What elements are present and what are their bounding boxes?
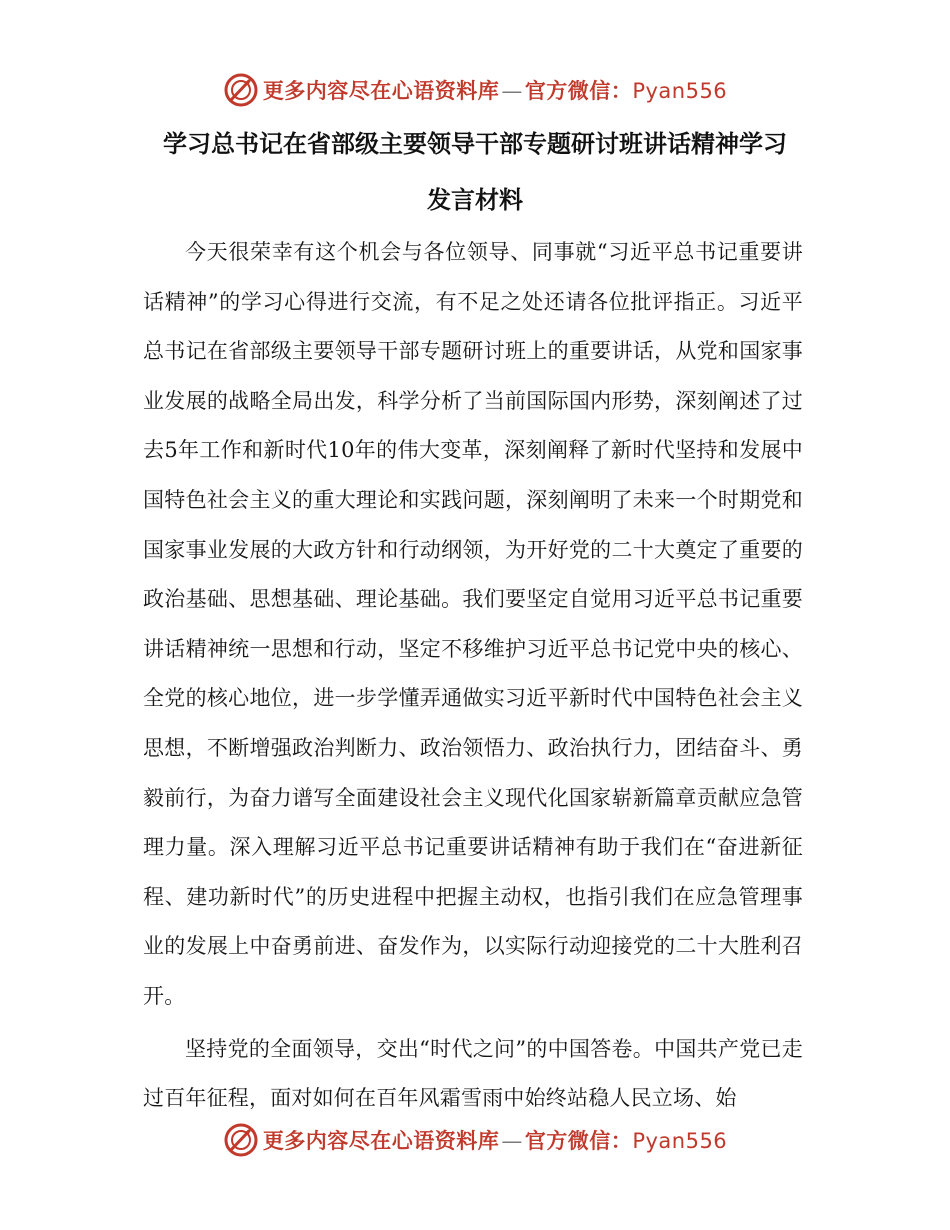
banner-text <box>263 75 727 105</box>
footer-watermark-banner <box>0 1120 950 1160</box>
document-title-line2: 发言材料 <box>427 186 523 214</box>
banner-wechat-label: 官方微信： <box>524 1129 633 1153</box>
banner-main-text: 更多内容尽在心语资料库 <box>262 79 500 103</box>
paragraph-2: 坚持党的全面领导，交出“时代之问”的中国答卷。中国共产党已走过百年征程，面对如何在百年风霜雪雨中始终站稳人民立场、始 <box>143 1036 803 1111</box>
document-title-line1: 学习总书记在省部级主要领导干部专题研讨班讲话精神学习 <box>163 130 787 158</box>
document-body <box>143 228 803 1124</box>
banner-wechat-id: Pyan556 <box>632 1129 728 1153</box>
banner-wechat-id: Pyan556 <box>632 79 728 103</box>
banner-separator: — <box>501 1129 523 1153</box>
seal-logo-icon <box>223 1122 259 1158</box>
banner-main-text: 更多内容尽在心语资料库 <box>262 1129 500 1153</box>
paragraph-1: 今天很荣幸有这个机会与各位领导、同事就“习近平总书记重要讲话精神”的学习心得进行交流，有不足之处还请各位批评指正。习近平总书记在省部级主要领导干部专题研讨班上的重要讲话，从党和国家事业发展的战略全局出发，科学分析了当前国际国内形势，深刻阐述了过去5年工作和新时代10年的伟大变革，深刻阐释了新时代坚持和发展中国特色社会主义的重大理论和实践问题，深刻阐明了未来一个时期党和国家事业发展的大政方针和行动纲领，为开好党的二十大奠定了重要的政治基础、思想基础、理论基础。我们要坚定自觉用习近平总书记重要讲话精神统一思想和行动，坚定不移维护习近平总书记党中央的核心、全党的核心地位，进一步学懂弄通做实习近平新时代中国特色社会主义思想，不断增强政治判断力、政治领悟力、政治执行力，团结奋斗、勇毅前行，为奋力谱写全面建设社会主义现代化国家崭新篇章贡献应急管理力量。深入理解习近平总书记重要讲话精神有助于我们在“奋进新征程、建功新时代”的历史进程中把握主动权，也指引我们在应急管理事业的发展上中奋勇前进、奋发作为，以实际行动迎接党的二十大胜利召开。 <box>143 240 803 1008</box>
header-watermark-banner <box>0 70 950 110</box>
banner-separator: — <box>501 79 523 103</box>
banner-wechat-label: 官方微信： <box>524 79 633 103</box>
banner-text <box>263 1125 727 1155</box>
seal-logo-icon <box>223 72 259 108</box>
